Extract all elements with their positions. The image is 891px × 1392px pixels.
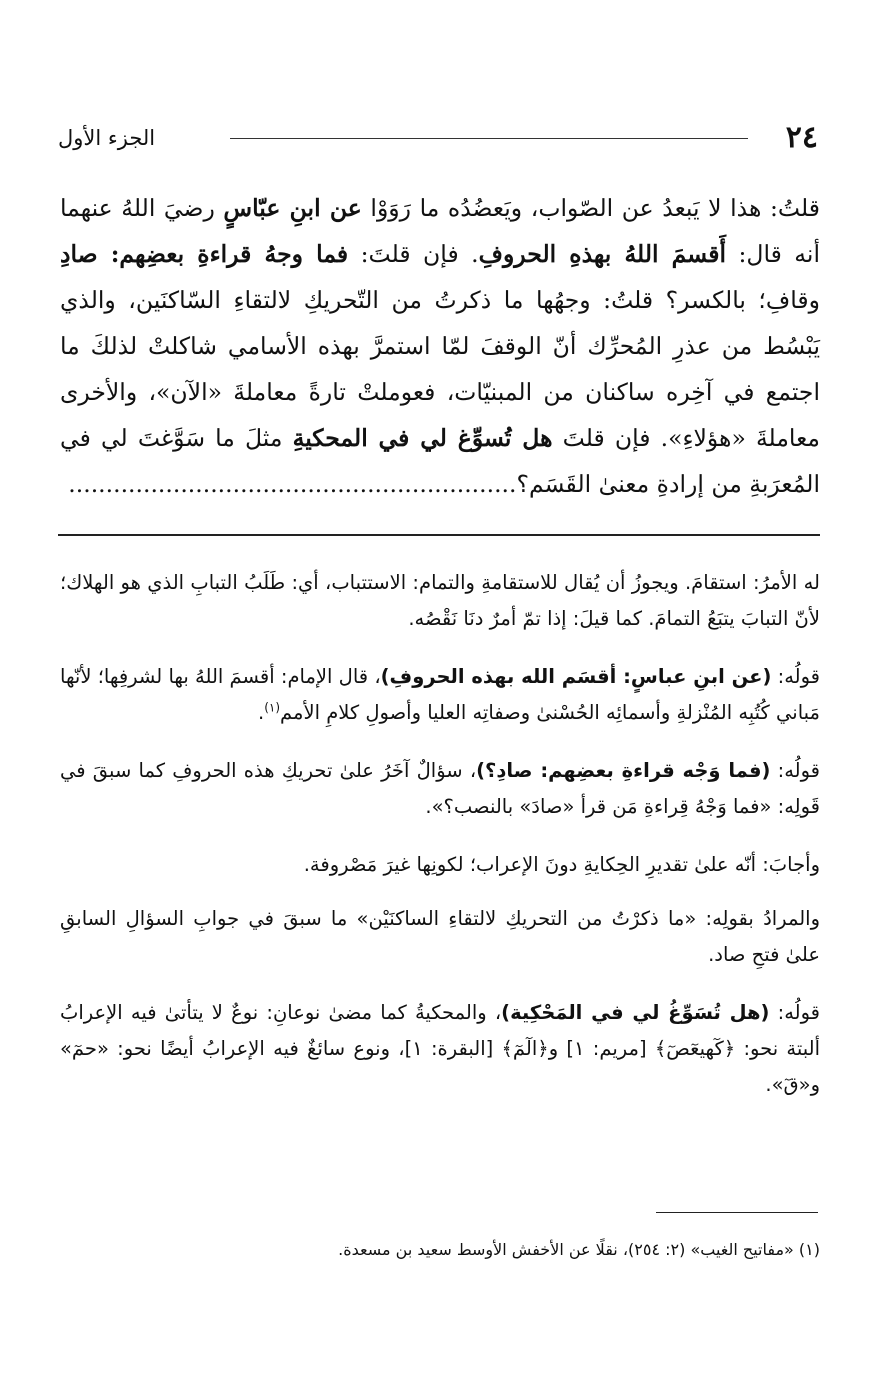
commentary-paragraph-6	[60, 995, 820, 1103]
page-number: ٢٤	[785, 120, 818, 155]
commentary-quote: (هل تُسَوِّغُ لي في المَحْكِية)	[501, 1001, 770, 1024]
commentary-run: ، والمحكيةُ كما مضىٰ نوعانِ: نوعٌ لا يتأتىٰ فيه الإعرابُ ألبتة نحو: ﴿كٓهيعٓصٓ﴾ [مريم: ١] و﴿الٓمٓ﴾ [البقرة: ١]، ونوع سائغٌ فيه الإعرابُ أيضًا نحو: «حمٓ» و«قٓ».	[60, 1001, 820, 1096]
main-text-run: . فإن قلتَ:	[348, 240, 479, 268]
commentary-run: قولُه:	[771, 665, 820, 688]
running-head: الجزء الأول	[58, 126, 156, 150]
main-text	[60, 185, 820, 507]
footnote: (١) «مفاتيح الغيب» (٢: ٢٥٤)، نقلًا عن الأخفش الأوسط سعيد بن مسعدة.	[338, 1240, 820, 1259]
header-rule	[230, 138, 748, 139]
commentary-quote: (فما وَجْه قراءةِ بعضِهم: صادِ؟)	[476, 759, 771, 782]
commentary-run: .	[258, 701, 265, 724]
commentary-run: ، سؤالٌ آخَرُ علىٰ تحريكِ هذه الحروفِ كما سبقَ في قَولِه: «فما وَجْهُ قِراءةِ مَن قرأ «صادَ» بالنصب؟».	[60, 759, 820, 818]
commentary-run: قولُه:	[769, 1001, 820, 1024]
main-bold-run: أَقسمَ اللهُ بهذهِ الحروفِ	[478, 240, 727, 268]
commentary-run: ، قال الإمام: أقسمَ اللهُ بها لشرفِها؛ لأنّها مَباني كُتُبِه المُنْزلةِ وأسمائِه الحُسْنىٰ وصفاتِه العليا وأصولِ كلامِ الأمم	[60, 665, 820, 724]
footnote-ref: (١)	[264, 700, 281, 715]
commentary-paragraph-2	[60, 659, 820, 731]
main-text-run: وقافِ؛ بالكسر؟ قلتُ: وجهُها ما ذكرتُ من التّحريكِ لالتقاءِ السّاكنَين، والذي يَبْسُط من عذرِ المُحرِّك أنّ الوقفَ لمّا استمرَّ بهذه الأسامي شاكلتْ لذلكَ ما اجتمع في آخِره ساكنان من المبنيّات، فعوملتْ تارةً معاملةَ «الآن»، والأخرى معاملةَ «هؤلاءِ». فإن قلتَ	[60, 286, 820, 452]
page-header	[58, 118, 818, 158]
main-text-run: مثلَ ما سَوَّغتَ لي في المُعرَبةِ من إرادةِ معنىٰ القَسَم؟	[60, 424, 820, 498]
text-separator	[58, 534, 820, 536]
commentary-run: قولُه:	[770, 759, 821, 782]
main-bold-run: هل تُسوِّغ لي في المحكيةِ	[292, 424, 553, 452]
commentary-quote: (عن ابنِ عباسٍ: أقسَم الله بهذه الحروفِ)	[380, 665, 772, 688]
commentary-paragraph-5: والمرادُ بقولِه: «ما ذكرْتُ من التحريكِ لالتقاءِ الساكنَيْن» ما سبقَ في جوابِ السؤالِ السابقِ علىٰ فتحِ صاد.	[60, 907, 820, 966]
dotted-leader: ............................................................	[68, 470, 517, 498]
main-bold-run: عن ابنِ عبّاسٍ	[223, 194, 362, 222]
main-text-run: قلتُ: هذا لا يَبعدُ عن الصّواب، ويَعضُدُه ما رَوَوْا	[361, 194, 820, 222]
commentary-paragraph-1: له الأمرُ: استقامَ. ويجوزُ أن يُقال للاستقامةِ والتمام: الاستتباب، أي: طَلَبُ التبابِ الذي هو الهلاك؛ لأنّ التبابَ يتبَعُ التمامَ. كما قيلَ: إذا تمّ أمرٌ دنَا نَقْصُه.	[60, 571, 820, 630]
commentary-paragraph-3	[60, 753, 820, 825]
commentary	[60, 565, 820, 1125]
main-paragraph	[60, 185, 820, 507]
footnote-rule	[656, 1212, 818, 1213]
main-text-run: رضيَ اللهُ عنهما أنه قال:	[60, 194, 820, 268]
main-bold-run: فما وجهُ قراءةِ بعضِهم: صادِ	[60, 240, 349, 268]
commentary-paragraph-4: وأجابَ: أنّه علىٰ تقديرِ الحِكايةِ دونَ الإعراب؛ لكونِها غيرَ مَصْروفة.	[303, 853, 820, 876]
